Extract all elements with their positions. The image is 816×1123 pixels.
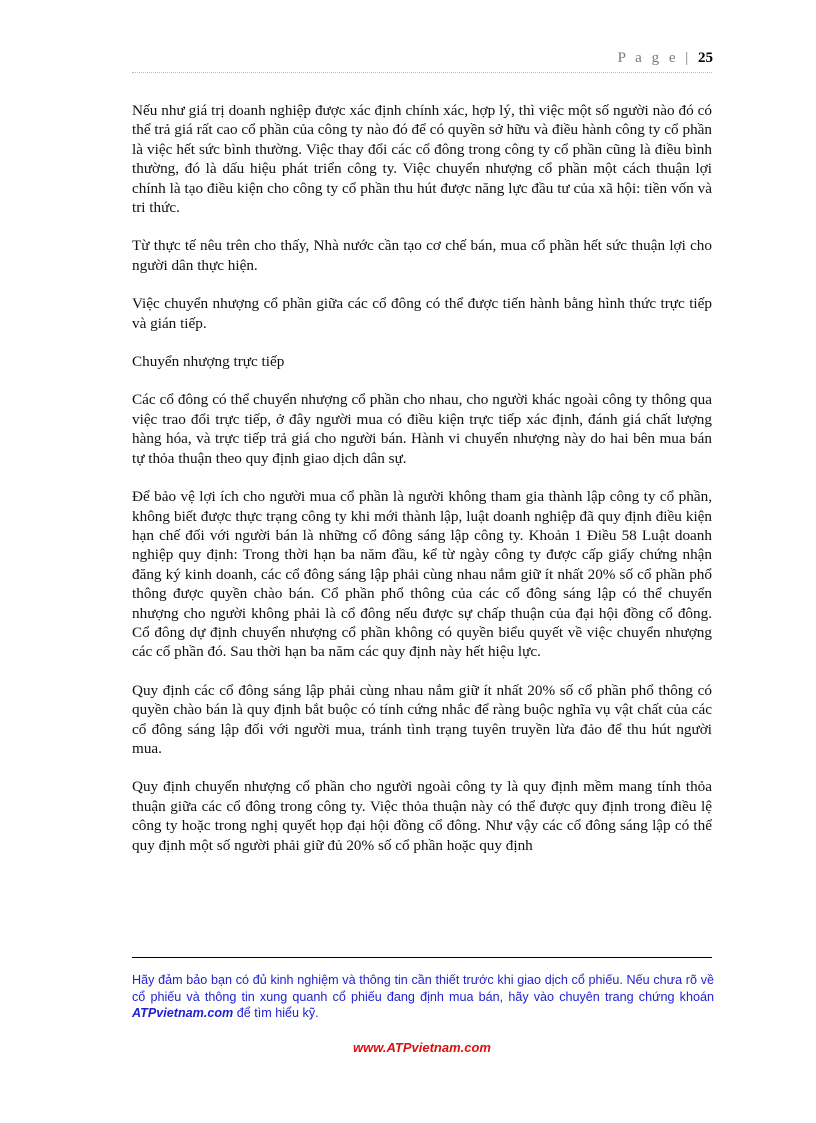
footer-note — [132, 972, 714, 1022]
paragraph: Các cổ đông có thể chuyển nhượng cổ phần cho nhau, cho người khác ngoài công ty thông qua việc trao đổi trực tiếp, ở đây người mua có điều kiện trực tiếp xác định, đánh giá chất lượng hàng hóa, và trực tiếp trả giá cho người bán. Hành vi chuyển nhượng này do hai bên mua bán tự thỏa thuận theo quy định giao dịch dân sự. — [132, 391, 712, 467]
footer-note-text-end: để tìm hiểu kỹ. — [233, 1006, 319, 1020]
paragraph: Quy định các cổ đông sáng lập phải cùng nhau nắm giữ ít nhất 20% số cổ phần phổ thông có quyền chào bán là quy định bắt buộc có tính cứng nhắc để ràng buộc nghĩa vụ vật chất của các cổ đông sáng lập đối với người mua, tránh tình trạng tuyên truyền lừa đảo để thu hút người mua. — [132, 681, 712, 757]
page-label: P a g e | — [617, 50, 698, 66]
document-body — [132, 101, 712, 874]
paragraph: Để bảo vệ lợi ích cho người mua cổ phần là người không tham gia thành lập công ty cổ phần, không biết được thực trạng công ty khi mới thành lập, luật doanh nghiệp đã quy định điều kiện hạn chế đối với người bán là những cổ đông sáng lập công ty. Khoản 1 Điều 58 Luật doanh nghiệp quy định: Trong thời hạn ba năm đầu, kể từ ngày công ty được cấp giấy chứng nhận đăng ký kinh doanh, các cổ đông sáng lập phải cùng nhau nắm giữ ít nhất 20% số cổ phần phổ thông được quyền chào bán. Cổ phần phổ thông của các cổ đông sáng lập có thể chuyển nhượng cho người không phải là cổ đông nếu được sự chấp thuận của đại hội đồng cổ đông. Cổ đông dự định chuyển nhượng cổ phần không có quyền biểu quyết về việc chuyển nhượng các cổ phần đó. Sau thời hạn ba năm các quy định này hết hiệu lực. — [132, 488, 712, 661]
footer-url-link[interactable]: www.ATPvietnam.com — [353, 1040, 491, 1055]
footer-note-text: Hãy đảm bảo bạn có đủ kinh nghiệm và thông tin cần thiết trước khi giao dịch cổ phiếu. Nếu chưa rõ về cổ phiếu và thông tin xung quanh cổ phiếu đang định mua bán, hãy vào chuyên trang chứng khoán — [132, 973, 714, 1004]
paragraph: Từ thực tế nêu trên cho thấy, Nhà nước cần tạo cơ chế bán, mua cổ phần hết sức thuận lợi cho người dân thực hiện. — [132, 237, 712, 274]
paragraph: Việc chuyển nhượng cổ phần giữa các cổ đông có thể được tiến hành bằng hình thức trực tiếp và gián tiếp. — [132, 295, 712, 332]
footer-divider — [132, 957, 712, 958]
section-heading: Chuyển nhượng trực tiếp — [132, 353, 285, 371]
paragraph: Nếu như giá trị doanh nghiệp được xác định chính xác, hợp lý, thì việc một số người nào đó có thể trả giá rất cao cổ phần của công ty nào đó để có quyền sở hữu và điều hành công ty cổ phần là việc hết sức bình thường. Việc thay đổi các cổ đông trong công ty cổ phần cũng là điều bình thường, đó là dấu hiệu phát triển công ty. Việc chuyển nhượng cổ phần một cách thuận lợi chính là tạo điều kiện cho công ty cổ phần thu hút được năng lực đầu tư của xã hội: tiền vốn và tri thức. — [132, 102, 712, 217]
footer-brand-link[interactable]: ATPvietnam.com — [132, 1006, 234, 1020]
paragraph: Quy định chuyển nhượng cổ phần cho người ngoài công ty là quy định mềm mang tính thỏa thuận giữa các cổ đông trong công ty. Việc thỏa thuận này có thể được quy định trong điều lệ công ty hoặc trong nghị quyết họp đại hội đồng cổ đông. Như vậy các cổ đông sáng lập có thể quy định một số người phải giữ đủ 20% số cổ phần hoặc quy định — [132, 778, 712, 854]
header-divider — [132, 72, 712, 73]
page-header — [618, 50, 713, 67]
page-number: 25 — [698, 50, 713, 66]
